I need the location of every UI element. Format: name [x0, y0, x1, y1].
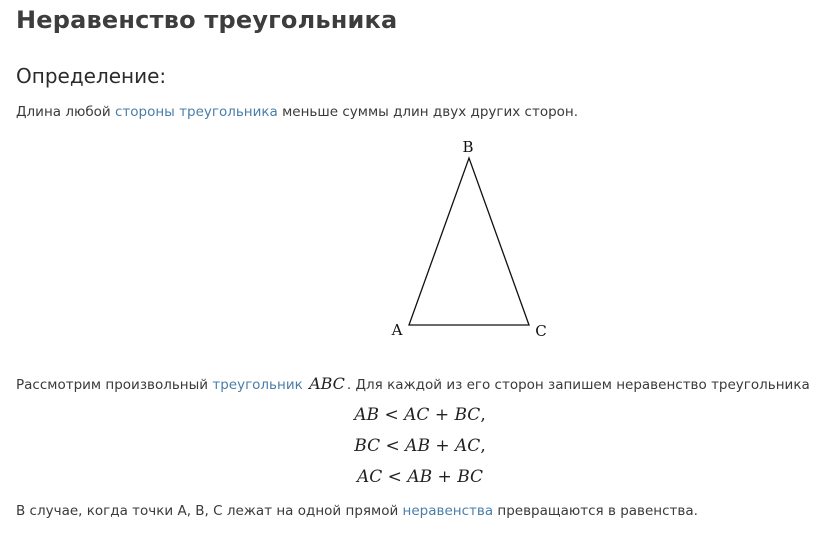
- inequality-3-plus: +: [432, 467, 458, 487]
- inequality-2-term-a: AB: [405, 436, 430, 456]
- inequality-2-lhs: BC: [354, 436, 381, 456]
- consider-text-part2: . Для каждой из его сторон запишем неравенство треугольника: [346, 377, 810, 393]
- page-title: Неравенство треугольника: [16, 6, 398, 34]
- inequality-1-plus: +: [429, 405, 455, 425]
- inequality-2-plus: +: [429, 436, 456, 456]
- inequality-1: [300, 400, 540, 431]
- degenerate-text-part2: превращаются в равенства.: [493, 503, 698, 519]
- inequality-3-term-b: BC: [457, 467, 484, 487]
- inequality-1-term-b: BC: [454, 405, 481, 425]
- triangle-name-math: ABC: [309, 374, 345, 393]
- triangle-shape: [409, 158, 529, 325]
- inequality-1-op: <: [379, 405, 405, 425]
- degenerate-text-part1: В случае, когда точки A, B, C лежат на одной прямой: [16, 503, 403, 519]
- definition-heading: Определение:: [16, 64, 167, 88]
- inequality-2: [300, 431, 540, 462]
- inequality-1-tail: ,: [480, 405, 486, 425]
- triangle-figure: [380, 136, 560, 346]
- definition-text-part2: меньше суммы длин двух других сторон.: [277, 104, 579, 120]
- degenerate-text: [16, 503, 698, 519]
- inequality-3-op: <: [382, 467, 408, 487]
- definition-text: [16, 104, 578, 120]
- definition-text-part1: Длина любой: [16, 104, 115, 120]
- inequality-1-lhs: AB: [354, 405, 380, 425]
- inequality-3-lhs: AC: [356, 467, 383, 487]
- inequalities-link[interactable]: неравенства: [402, 503, 494, 519]
- vertex-label-a: A: [391, 321, 403, 339]
- inequalities-block: [300, 400, 540, 493]
- inequality-3-term-a: AB: [407, 467, 433, 487]
- inequality-2-op: <: [380, 436, 406, 456]
- inequality-1-term-a: AC: [404, 405, 430, 425]
- triangle-link[interactable]: треугольник: [212, 377, 303, 393]
- triangle-sides-link[interactable]: стороны треугольника: [114, 104, 278, 120]
- consider-text: [16, 374, 810, 393]
- consider-text-part1: Рассмотрим произвольный: [16, 377, 213, 393]
- inequality-3: [300, 462, 540, 493]
- vertex-label-b: B: [462, 138, 474, 156]
- inequality-2-term-b: AC: [455, 436, 481, 456]
- inequality-2-tail: ,: [480, 436, 486, 456]
- vertex-label-c: C: [535, 322, 547, 340]
